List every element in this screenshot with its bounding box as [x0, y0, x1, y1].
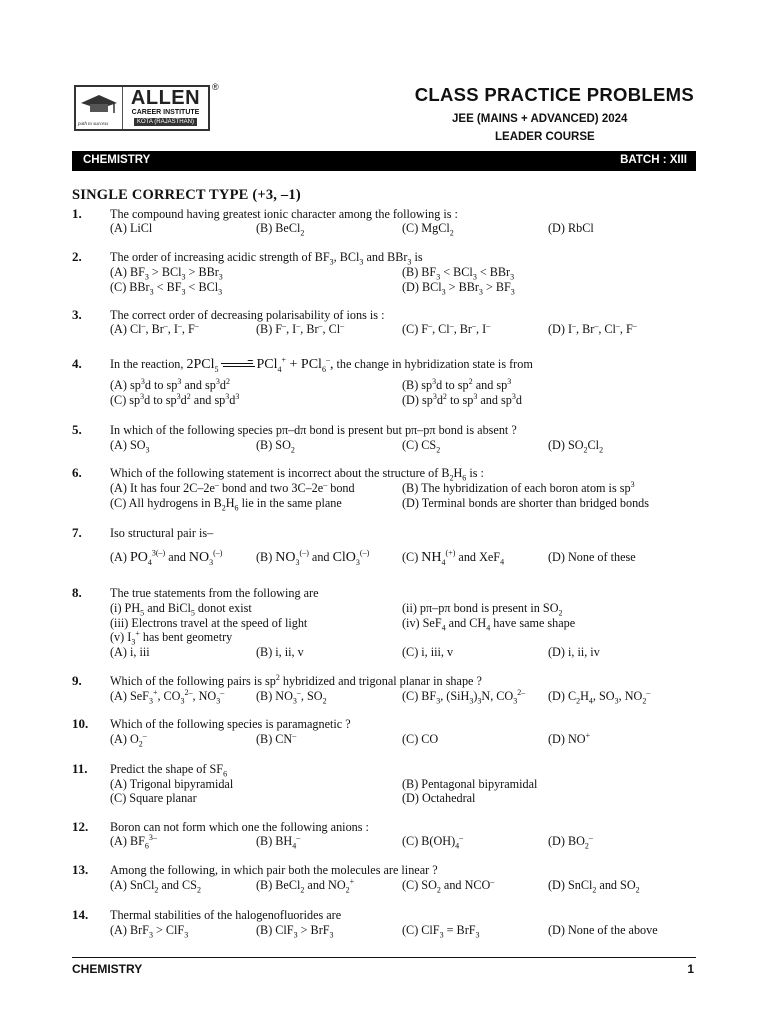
- option-b: (B) $BF_3 < BCl_3 < BBr_3$: [402, 265, 515, 282]
- option-c: (C) $CS_2$: [402, 438, 441, 455]
- question-text: The true statements from the following are: [110, 586, 319, 600]
- option-c: (C) $BBr_3 < BF_3 < BCl_3$: [110, 280, 223, 297]
- page-title: CLASS PRACTICE PROBLEMS: [414, 84, 694, 105]
- option-c: (C) MgCl$_2$: [402, 221, 454, 238]
- option-c: (C) $SO_2$ and NCO–: [402, 876, 495, 895]
- option-a: (A) SeF$_3$+, $CO_3^{2-}$, $NO_3^-$: [110, 687, 225, 706]
- option-d: (D) Octahedral: [402, 791, 476, 805]
- question-number: 6.: [72, 465, 82, 480]
- option-d: (D) $BO_2^-$: [548, 832, 593, 851]
- question-text: Which of the following species is paramagnetic ?: [110, 717, 351, 731]
- question-text: The compound having greatest ionic character among the following is :: [110, 207, 458, 221]
- question-text: Which of the following pairs is $sp^2$ hybridized and trigonal planar in shape ?: [110, 672, 482, 688]
- question-text: Which of the following statement is incorrect about the structure of $B_2H_6$ is :: [110, 466, 484, 483]
- option-a: (A) $O_2^-$: [110, 730, 147, 749]
- question-number: 1.: [72, 206, 82, 221]
- option-b: (B) Pentagonal bipyramidal: [402, 777, 538, 791]
- question-text: In which of the following species pπ–dπ bond is present but pπ–pπ bond is absent ?: [110, 423, 517, 437]
- question-number: 3.: [72, 307, 82, 322]
- question-number: 4.: [72, 356, 82, 371]
- equation-right: PCl$_4$+ + PCl$_6$–,: [256, 355, 334, 374]
- option-c: (C) CO: [402, 732, 439, 746]
- option-a: (A) i, iii: [110, 645, 150, 659]
- footer-divider: [72, 957, 696, 958]
- option-a: (A) LiCl: [110, 221, 153, 235]
- logo-city: KOTA (RAJASTHAN): [134, 118, 197, 126]
- option-b: (B) BeCl$_2$: [256, 221, 305, 238]
- question-text: The order of increasing acidic strength of $BF_3$, BCl$_3$ and BBr$_3$ is: [110, 250, 423, 267]
- option-b: (B) ClF$_3$ > BrF$_3$: [256, 923, 334, 940]
- option-a: (A) Cl–, Br–, I–, F–: [110, 320, 199, 336]
- option-b: (B) i, ii, v: [256, 645, 304, 659]
- logo-emblem-icon: [76, 87, 123, 129]
- option-a: (A) It has four 2C–2e– bond and two 3C–2e– bond: [110, 479, 355, 495]
- option-d: (D) $BCl_3 > BBr_3 > BF_3$: [402, 280, 515, 297]
- option-a: (A) $BF_6^{3-}$: [110, 832, 157, 851]
- logo-brand: ALLEN: [130, 87, 201, 109]
- course-name: LEADER COURSE: [495, 131, 595, 143]
- logo-tagline: path to success: [78, 122, 109, 127]
- statement-ii: (ii) pπ–pπ bond is present in $SO_2$: [402, 601, 563, 618]
- option-a: (A) $SO_3$: [110, 438, 150, 455]
- option-b: (B) $BH_4^-$: [256, 832, 301, 851]
- option-b: (B) CN–: [256, 730, 297, 746]
- option-d: (D) i, ii, iv: [548, 645, 600, 659]
- option-b: (B) F–, I–, Br–, Cl–: [256, 320, 345, 336]
- option-c: (C) $B(OH)_4^-$: [402, 832, 464, 851]
- question-number: 11.: [72, 761, 88, 776]
- option-b: (B) $SO_2$: [256, 438, 295, 455]
- question-number: 9.: [72, 673, 82, 688]
- option-d: (D) I–, Br–, Cl–, F–: [548, 320, 637, 336]
- question-text-pre: In the reaction,: [110, 357, 184, 371]
- footer-subject: CHEMISTRY: [72, 962, 143, 976]
- option-c: (C) $BF_3$, $(SiH_3)_3N$, $CO_3^{2-}$: [402, 687, 526, 706]
- subject-bar: [72, 151, 696, 171]
- option-c: (C) ClF$_3$ = BrF$_3$: [402, 923, 480, 940]
- question-number: 14.: [72, 907, 89, 922]
- question-number: 8.: [72, 585, 82, 600]
- subject-label: CHEMISTRY: [83, 154, 151, 166]
- statement-iv: (iv) SeF$_4$ and $CH_4$ have same shape: [402, 616, 576, 633]
- option-a: (A) Trigonal bipyramidal: [110, 777, 234, 791]
- option-c: (C) i, iii, v: [402, 645, 454, 659]
- question-number: 7.: [72, 525, 82, 540]
- option-d: (D) $sp^3d^2$ to $sp^3$ and $sp^3d$: [402, 391, 522, 407]
- option-d: (D) SnCl$_2$ and $SO_2$: [548, 878, 640, 895]
- question-text: Iso structural pair is–: [110, 526, 214, 540]
- option-b: (B) The hybridization of each boron atom is $sp^3$: [402, 479, 635, 495]
- option-a: (A) $sp^3d$ to $sp^3$ and $sp^3d^2$: [110, 376, 230, 392]
- allen-logo: [74, 85, 210, 131]
- logo-institute: CAREER INSTITUTE: [131, 109, 200, 116]
- question-number: 10.: [72, 716, 89, 731]
- option-b: (B) $sp^3d$ to $sp^2$ and $sp^3$: [402, 376, 512, 392]
- option-d: (D) $C_2H_4$, $SO_3$, $NO_2^-$: [548, 687, 651, 706]
- batch-label: BATCH : XIII: [620, 154, 687, 166]
- section-heading: SINGLE CORRECT TYPE (+3, –1): [72, 187, 301, 203]
- question-text: Boron can not form which one the following anions :: [110, 820, 369, 834]
- equation-left: 2PCl$_5$: [186, 357, 219, 374]
- option-b: (B) $NO_3^-$, $SO_2$: [256, 687, 327, 706]
- statement-v: (v) $I_3^+$ has bent geometry: [110, 628, 233, 647]
- statement-i: (i) $PH_5$ and BiCl$_5$ donot exist: [110, 601, 252, 618]
- exam-name: JEE (MAINS + ADVANCED) 2024: [452, 113, 628, 125]
- option-a: (A) BrF$_3$ > ClF$_3$: [110, 923, 189, 940]
- option-a: (A) $BF_3 > BCl_3 > BBr_3$: [110, 265, 223, 282]
- option-a: (A) $PO_4^{3(-)}$ and $NO_3^{(-)}$: [110, 548, 223, 567]
- question-number: 12.: [72, 819, 89, 834]
- option-d: (D) RbCl: [548, 221, 594, 235]
- option-d: (D) Terminal bonds are shorter than bridged bonds: [402, 496, 650, 510]
- option-c: (C) $NH_4^{(+)}$ and XeF$_4$: [402, 548, 505, 567]
- registered-mark: ®: [212, 82, 219, 92]
- option-d: (D) $SO_2Cl_2$: [548, 438, 604, 455]
- question-number: 5.: [72, 422, 82, 437]
- option-d: (D) NO+: [548, 730, 591, 746]
- statement-iii: (iii) Electrons travel at the speed of light: [110, 616, 308, 630]
- question-text: Among the following, in which pair both the molecules are linear ?: [110, 863, 438, 877]
- option-c: (C) $sp^3d$ to $sp^3d^2$ and $sp^3d^3$: [110, 391, 240, 407]
- page-number: 1: [687, 962, 694, 976]
- option-b: (B) $NO_3^{(-)}$ and ClO$_3$(–): [256, 548, 370, 567]
- question-text: Predict the shape of $SF_6$: [110, 762, 228, 779]
- question-number: 2.: [72, 249, 82, 264]
- question-text: Thermal stabilities of the halogenofluorides are: [110, 908, 342, 922]
- equilibrium-arrow-icon: [221, 360, 255, 370]
- question-text-post: the change in hybridization state is from: [336, 357, 533, 371]
- option-d: (D) None of the above: [548, 923, 658, 937]
- option-c: (C) F–, Cl–, Br–, I–: [402, 320, 491, 336]
- option-c: (C) All hydrogens in $B_2H_6$ lie in the same plane: [110, 496, 342, 513]
- option-b: (B) BeCl$_2$ and $NO_2^+$: [256, 876, 355, 895]
- question-text: [110, 357, 533, 372]
- question-text: The correct order of decreasing polarisability of ions is :: [110, 308, 385, 322]
- question-number: 13.: [72, 862, 89, 877]
- option-c: (C) Square planar: [110, 791, 197, 805]
- option-a: (A) SnCl$_2$ and $CS_2$: [110, 878, 201, 895]
- option-d: (D) None of these: [548, 550, 636, 564]
